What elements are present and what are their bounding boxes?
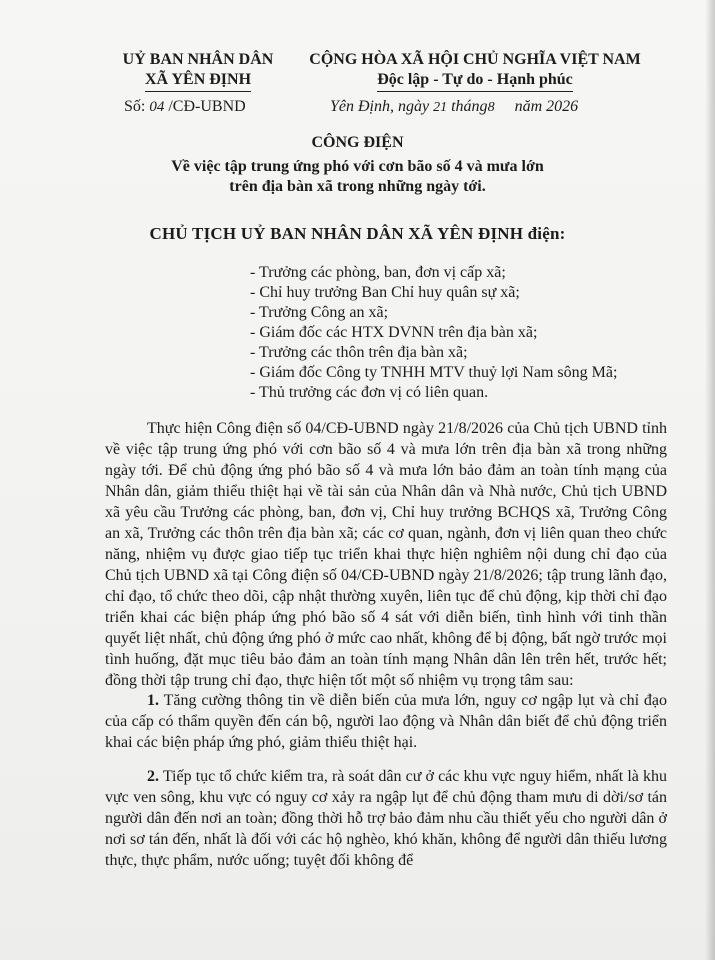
motto: Độc lập - Tự do - Hạnh phúc bbox=[377, 70, 573, 92]
task-number: 1. bbox=[147, 692, 159, 709]
task-item-1 bbox=[105, 690, 667, 753]
date-month: 8 bbox=[487, 100, 495, 115]
doc-number-value: 04 bbox=[149, 99, 165, 115]
month-label: tháng bbox=[451, 98, 488, 115]
recipient-item: - Trưởng các thôn trên địa bàn xã; bbox=[250, 344, 468, 361]
sender-line: CHỦ TỊCH UỶ BAN NHÂN DÂN XÃ YÊN ĐỊNH điện: bbox=[149, 224, 566, 243]
date-day: 21 bbox=[433, 100, 448, 115]
document-type: CÔNG ĐIỆN bbox=[311, 134, 404, 151]
place-label: Yên Định, ngày bbox=[330, 98, 430, 115]
year-label: năm 2026 bbox=[514, 98, 579, 115]
task-text: Tăng cường thông tin về diễn biến của mưa lớn, nguy cơ ngập lụt và chỉ đạo của cấp có thẩm quyền đến cán bộ, người lao động và Nhân dân biết để chủ động triển khai các biện pháp ứng phó, giảm thiểu thiệt hại. bbox=[105, 692, 667, 751]
doc-number-suffix: /CĐ-UBND bbox=[168, 98, 246, 115]
recipient-item: - Giám đốc Công ty TNHH MTV thuỷ lợi Nam sông Mã; bbox=[250, 364, 618, 381]
recipient-item: - Thủ trưởng các đơn vị có liên quan. bbox=[250, 384, 489, 401]
recipient-list bbox=[250, 263, 690, 403]
agency-line-1: UỶ BAN NHÂN DÂN bbox=[122, 51, 274, 68]
national-motto bbox=[300, 50, 650, 92]
agency-line-2: XÃ YÊN ĐỊNH bbox=[145, 70, 251, 92]
recipient-item: - Trưởng các phòng, ban, đơn vị cấp xã; bbox=[250, 264, 506, 281]
recipient-item: - Trưởng Công an xã; bbox=[250, 304, 389, 321]
doc-number-prefix: Số: bbox=[124, 98, 146, 115]
page-edge-shadow bbox=[705, 0, 715, 960]
recipient-item: - Chỉ huy trưởng Ban Chỉ huy quân sự xã; bbox=[250, 284, 520, 301]
recipient-item: - Giám đốc các HTX DVNN trên địa bàn xã; bbox=[250, 324, 538, 341]
subject-line-2: trên địa bàn xã trong những ngày tới. bbox=[229, 178, 486, 195]
task-text: Tiếp tục tổ chức kiểm tra, rà soát dân cư ở các khu vực nguy hiểm, nhất là khu vực ven sông, khu vực có nguy cơ xảy ra ngập lụt để chủ động tham mưu di dời/sơ tán người dân đến nơi an toàn; đồng thời hỗ trợ bảo đảm nhu cầu thiết yếu cho người dân ở nơi sơ tán đến, nhất là đối với các hộ nghèo, khó khăn, không để người dân thiếu lương thực, thực phẩm, nước uống; tuyệt đối không để bbox=[105, 768, 667, 869]
document-number bbox=[124, 98, 246, 116]
task-number: 2. bbox=[147, 768, 159, 785]
task-item-2 bbox=[105, 766, 667, 871]
country-name: CỘNG HÒA XÃ HỘI CHỦ NGHĨA VIỆT NAM bbox=[309, 51, 641, 68]
issuing-agency bbox=[98, 50, 298, 92]
subject-line-1: Về việc tập trung ứng phó với cơn bão số 4 và mưa lớn bbox=[171, 158, 544, 175]
intro-paragraph: Thực hiện Công điện số 04/CĐ-UBND ngày 21/8/2026 của Chủ tịch UBND tỉnh về việc tập trung ứng phó với cơn bão số 4 và mưa lớn trên địa bàn xã trong những ngày tới. Để chủ động ứng phó bão số 4 và mưa lớn bảo đảm an toàn tính mạng của Nhân dân, giảm thiểu thiệt hại về tài sản của Nhân dân và Nhà nước, Chủ tịch UBND xã yêu cầu Trưởng các phòng, ban, đơn vị, Chỉ huy trưởng BCHQS xã, Trưởng Công an xã, Trưởng các thôn trên địa bàn xã; các cơ quan, ngành, đơn vị liên quan theo chức năng, nhiệm vụ được giao tiếp tục triển khai thực hiện nghiêm nội dung chỉ đạo của Chủ tịch UBND xã tại Công điện số 04/CĐ-UBND ngày 21/8/2026; tập trung lãnh đạo, chỉ đạo, tổ chức theo dõi, cập nhật thường xuyên, liên tục để chủ động, kịp thời chỉ đạo triển khai các biện pháp ứng phó bão số 4 sát với diễn biến, tình hình với tinh thần quyết liệt nhất, chủ động ứng phó ở mức cao nhất, không để bị động, bất ngờ trước mọi tình huống, đặt mục tiêu bảo đảm an toàn tính mạng Nhân dân lên trên hết, trước hết; đồng thời tập trung chỉ đạo, thực hiện tốt một số nhiệm vụ trọng tâm sau: bbox=[105, 420, 667, 689]
place-date bbox=[330, 98, 578, 116]
